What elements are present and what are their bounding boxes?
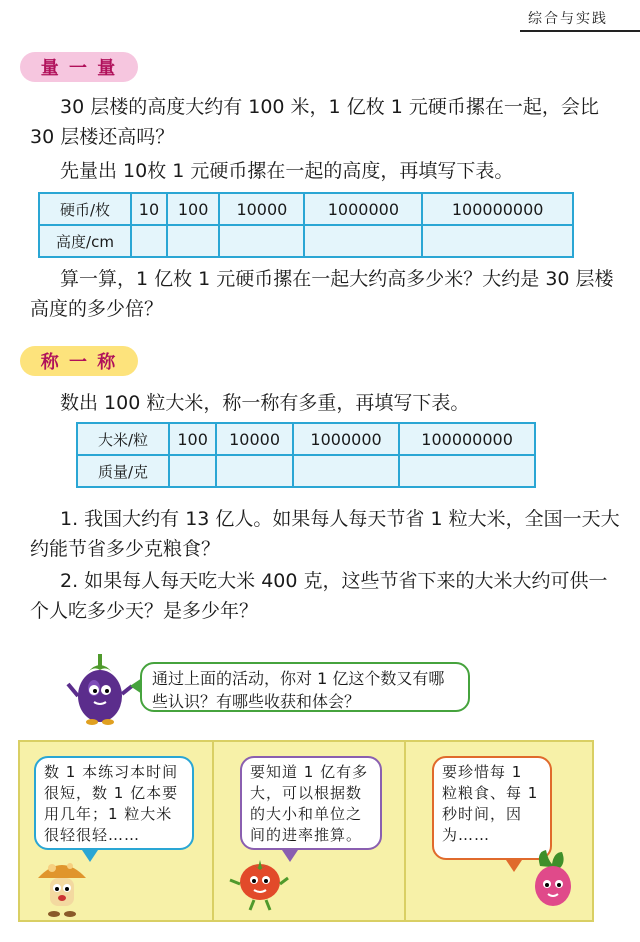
mushroom-character-icon <box>34 852 90 918</box>
table-input-cell[interactable] <box>422 225 573 257</box>
measure-question-paragraph: 算一算，1 亿枚 1 元硬币摞在一起大约高多少米？大约是 30 层楼高度的多少倍？ <box>30 268 614 320</box>
table-input-cell[interactable] <box>293 455 399 487</box>
radish-character-icon <box>526 848 580 912</box>
coin-height-table <box>38 192 574 258</box>
section-label-weigh: 称 一 称 <box>20 346 138 376</box>
tomato-character-icon <box>228 852 290 912</box>
table-input-cell[interactable] <box>167 225 219 257</box>
table-cell: 1000000 <box>304 193 422 225</box>
table-header-cell: 高度/cm <box>39 225 131 257</box>
weigh-instruction-paragraph: 数出 100 粒大米，称一称有多重，再填写下表。 <box>60 392 470 414</box>
table-cell: 100 <box>167 193 219 225</box>
table-cell: 10000 <box>216 423 293 455</box>
table-input-cell[interactable] <box>304 225 422 257</box>
question-1: 1. 我国大约有 13 亿人。如果每人每天节省 1 粒大米，全国一天大约能节省多少克粮食？ <box>30 508 620 560</box>
table-row <box>77 455 535 487</box>
table-row <box>39 193 573 225</box>
table-input-cell[interactable] <box>216 455 293 487</box>
table-input-cell[interactable] <box>219 225 304 257</box>
rice-weight-table <box>76 422 536 488</box>
table-input-cell[interactable] <box>169 455 216 487</box>
reflection-speech-bubble: 通过上面的活动，你对 1 亿这个数又有哪些认识？有哪些收获和体会？ <box>140 662 470 712</box>
header-rule <box>520 30 640 32</box>
table-cell: 10 <box>131 193 167 225</box>
table-header-cell: 硬币/枚 <box>39 193 131 225</box>
table-cell: 100000000 <box>422 193 573 225</box>
table-cell: 100000000 <box>399 423 535 455</box>
radish-speech-bubble: 要珍惜每 1 粒粮食、每 1 秒时间，因为…… <box>432 756 552 860</box>
question-2: 2. 如果每人每天吃大米 400 克，这些节省下来的大米大约可供一个人吃多少天？是多少年？ <box>30 570 608 622</box>
table-cell: 100 <box>169 423 216 455</box>
page-header-title: 综合与实践 <box>528 11 608 27</box>
tomato-speech-bubble: 要知道 1 亿有多大，可以根据数的大小和单位之间的进率推算。 <box>240 756 382 850</box>
eggplant-character-icon <box>62 644 136 726</box>
table-row <box>39 225 573 257</box>
mushroom-speech-bubble: 数 1 本练习本时间很短，数 1 亿本要用几年；1 粒大米很轻很轻…… <box>34 756 194 850</box>
table-header-cell: 大米/粒 <box>77 423 169 455</box>
table-cell: 10000 <box>219 193 304 225</box>
measure-intro-paragraph: 30 层楼的高度大约有 100 米，1 亿枚 1 元硬币摞在一起，会比 30 层楼还高吗？ <box>30 96 599 148</box>
measure-instruction-paragraph: 先量出 10枚 1 元硬币摞在一起的高度，再填写下表。 <box>60 160 514 182</box>
table-input-cell[interactable] <box>131 225 167 257</box>
table-input-cell[interactable] <box>399 455 535 487</box>
table-cell: 1000000 <box>293 423 399 455</box>
section-label-measure: 量 一 量 <box>20 52 138 82</box>
panel-divider <box>212 742 214 920</box>
table-header-cell: 质量/克 <box>77 455 169 487</box>
table-row <box>77 423 535 455</box>
panel-divider <box>404 742 406 920</box>
bubble-tail <box>506 860 522 872</box>
